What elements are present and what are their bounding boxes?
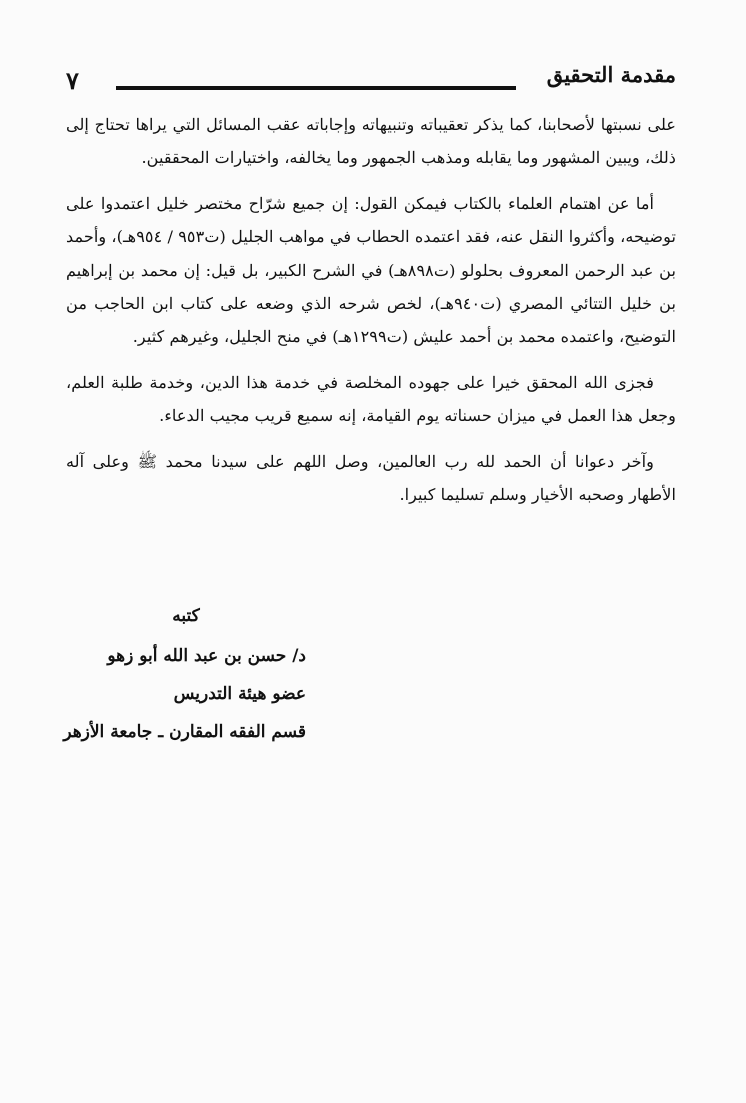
signature-block	[63, 606, 306, 760]
paragraph: فجزى الله المحقق خيرا على جهوده المخلصة في خدمة هذا الدين، وخدمة طلبة العلم، وجعل هذا العمل في ميزان حسناته يوم القيامة، إنه سميع قريب مجيب الدعاء.	[66, 372, 676, 426]
signature-label: كتبه	[172, 606, 200, 626]
running-title: مقدمة التحقيق	[546, 62, 676, 87]
body-text	[66, 108, 676, 523]
paragraph: أما عن اهتمام العلماء بالكتاب فيمكن القول: إن جميع شرّاح مختصر خليل اعتمدوا على توضيحه، وأكثروا النقل عنه، فقد اعتمده الحطاب في مواهب الجليل (ت٩٥٣ / ٩٥٤هـ)، وأحمد بن عبد الرحمن المعروف بحلولو (ت٨٩٨هـ) في الشرح الكبير، بل قيل: إن محمد بن إبراهيم بن خليل التتائي المصري (ت٩٤٠هـ)، لخص شرحه الذي وضعه على كتاب ابن الحاجب من التوضيح، واعتمده محمد بن أحمد عليش (ت١٢٩٩هـ) في منح الجليل، وغيرهم كثير.	[66, 193, 676, 347]
author-position: عضو هيئة التدريس	[173, 684, 306, 704]
author-name: د/ حسن بن عبد الله أبو زهو	[107, 646, 306, 666]
page-number: ٧	[66, 66, 79, 95]
author-department: قسم الفقه المقارن ـ جامعة الأزهر	[63, 722, 306, 742]
paragraph: وآخر دعوانا أن الحمد لله رب العالمين، وصل اللهم على سيدنا محمد ﷺ وعلى آله الأطهار وصحبه الأخيار وسلم تسليما كبيرا.	[66, 451, 676, 505]
paragraph: على نسبتها لأصحابنا، كما يذكر تعقيباته وتنبيهاته وإجاباته عقب المسائل التي يراها تحتاج إلى ذلك، ويبين المشهور وما يقابله ومذهب الجمهور وما يخالفه، واختيارات المحققين.	[66, 115, 676, 168]
header-rule	[116, 86, 516, 90]
page-header	[66, 62, 676, 102]
